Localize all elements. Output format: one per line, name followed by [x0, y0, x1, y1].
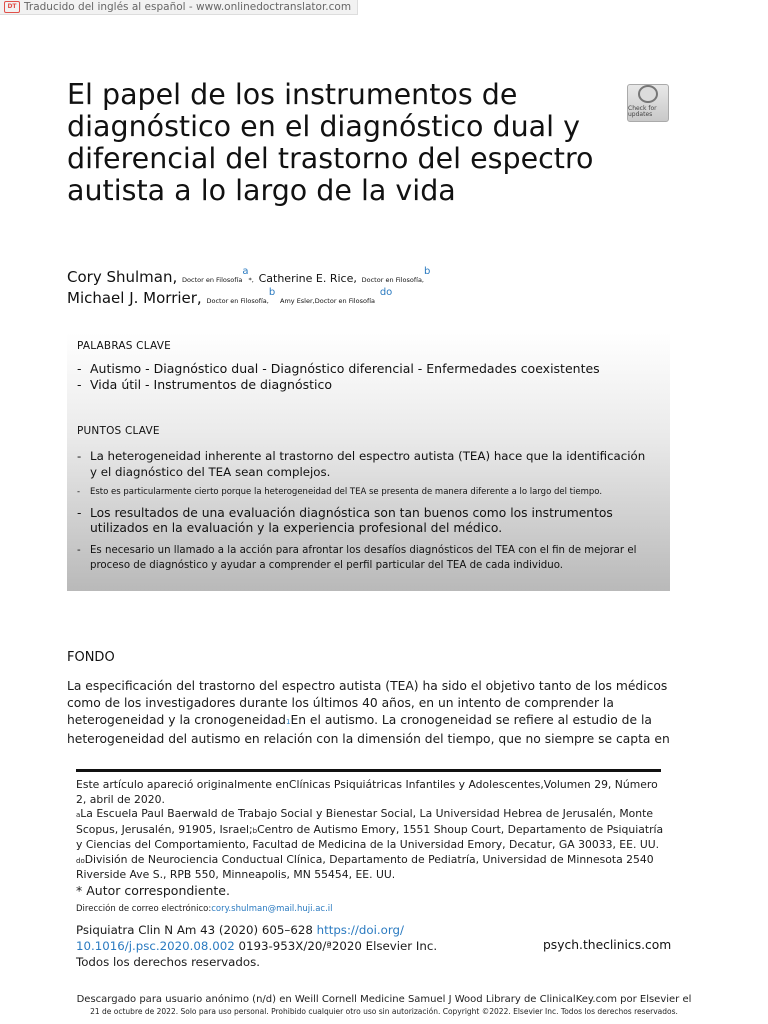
journal-website[interactable]: psych.theclinics.com: [543, 938, 672, 952]
affiliation-label: b: [252, 826, 258, 835]
journal-citation: Psiquiatra Clin N Am 43 (2020) 605–628: [76, 923, 313, 937]
author-line-2: [67, 289, 587, 310]
corresponding-author-note: * Autor correspondiente.: [76, 882, 230, 898]
author-degree: Doctor en Filosofía: [314, 297, 376, 305]
section-heading-background: FONDO: [67, 650, 115, 665]
email-line: [76, 902, 666, 917]
author-degree: Doctor en Filosofía,: [361, 276, 424, 284]
email-link[interactable]: cory.shulman@mail.huji.ac.il: [211, 903, 333, 914]
paragraph-text: La especificación del trastorno del espectro autista (TEA) ha sido el objetivo tanto de los médicos como de los investigadores durante los últimos 40 años, en un intento de comprender la heterogeneidad y la cronogeneidad: [67, 679, 668, 727]
doi-link[interactable]: 10.1016/j.psc.2020.08.002: [76, 939, 235, 953]
doi-link[interactable]: https://doi.org/: [316, 923, 404, 937]
affiliation-text: La Escuela Paul Baerwald de Trabajo Social y Bienestar Social, La Universidad Hebrea de Jerusalén, Monte Scopus, Jerusalén, 91905, Israel;: [76, 807, 653, 836]
keywords-keypoints-box: [67, 333, 670, 591]
footnotes: [76, 778, 666, 916]
rights-text: Todos los derechos reservados.: [76, 955, 260, 969]
origin-note: Este artículo apareció originalmente enClínicas Psiquiátricas Infantiles y Adolescentes,Volumen 29, Número 2, abril de 2020.: [76, 778, 658, 806]
check-updates-icon: [638, 85, 658, 103]
author-name: Amy Esler,: [280, 297, 315, 305]
key-points-heading: PUNTOS CLAVE: [77, 425, 160, 437]
author-degree: Doctor en Filosofía,: [206, 297, 269, 305]
download-notice-line: 21 de octubre de 2022. Solo para uso personal. Prohibido cualquier otro uso sin autorización. Copyright ©2022. Elsevier Inc. Todos los derechos reservados.: [90, 1007, 678, 1016]
download-notice-line: Descargado para usuario anónimo (n/d) en Weill Cornell Medicine Samuel J Wood Library de ClinicalKey.com por Elsevier el: [76, 994, 692, 1005]
issn-copyright: 0193-953X/20/ª2020 Elsevier Inc.: [238, 939, 438, 953]
key-point-item: - La heterogeneidad inherente al trastorno del espectro autista (TEA) hace que la identificación y el diagnóstico del TEA sean complejos.: [77, 449, 647, 480]
affiliations: [76, 807, 666, 883]
key-point-item: - Es necesario un llamado a la acción para afrontar los desafíos diagnósticos del TEA con el fin de mejorar el proceso de diagnóstico y ayudar a comprender el perfil particular del TEA de cada individuo.: [77, 543, 647, 574]
check-badge-label: Check for updates: [628, 105, 657, 118]
download-notice: [0, 994, 768, 1018]
reference-link[interactable]: 1: [285, 718, 291, 726]
citation-block: [76, 922, 536, 970]
key-points-list: [77, 449, 647, 574]
translator-banner[interactable]: [0, 0, 358, 15]
keywords-list: [77, 361, 647, 393]
affiliation-link[interactable]: a: [242, 266, 249, 277]
author-name: Catherine E. Rice,: [258, 272, 357, 285]
footnote-divider: [76, 769, 661, 772]
translator-logo-icon: DT: [4, 1, 20, 13]
translator-label[interactable]: Traducido del inglés al español - www.onlinedoctranslator.com: [24, 1, 352, 13]
affiliation-text: Centro de Autismo Emory, 1551 Shoup Court, Departamento de Psiquiatría y Ciencias del Comportamiento, Facultad de Medicina de la Universidad Emory, Decatur, GA 30033, EE. UU.: [76, 822, 664, 851]
corresponding-mark: *,: [248, 276, 254, 284]
affiliation-text: División de Neurociencia Conductual Clínica, Departamento de Pediatría, Universidad de Minnesota 2540 Riverside Ave S., RPB 550, Minneapolis, MN 55454, EE. UU.: [76, 852, 654, 881]
keywords-heading: PALABRAS CLAVE: [77, 340, 171, 352]
affiliation-label: do: [76, 856, 85, 865]
affiliation-label: a: [76, 811, 81, 819]
author-name: Michael J. Morrier,: [67, 289, 202, 307]
author-list: [67, 268, 587, 310]
author-degree: Doctor en Filosofía: [182, 276, 243, 284]
background-paragraph: [67, 678, 670, 748]
check-for-updates-button[interactable]: [627, 84, 669, 122]
author-name: Cory Shulman,: [67, 268, 178, 286]
affiliation-link[interactable]: b: [268, 287, 276, 298]
key-point-item: - Los resultados de una evaluación diagnóstica son tan buenos como los instrumentos utilizados en la evaluación y la experiencia profesional del médico.: [77, 506, 647, 537]
email-label: Dirección de correo electrónico:: [76, 903, 212, 914]
keyword-item: - Autismo - Diagnóstico dual - Diagnóstico diferencial - Enfermedades coexistentes: [77, 361, 647, 377]
author-line-1: [67, 268, 587, 289]
paragraph-text: En el autismo. La cronogeneidad se refiere al estudio de la heterogeneidad del autismo en relación con la dimensión del tiempo, que no siempre se capta en: [67, 713, 670, 746]
key-point-item: - Esto es particularmente cierto porque la heterogeneidad del TEA se presenta de manera diferente a lo largo del tiempo.: [77, 485, 647, 501]
affiliation-link[interactable]: b: [424, 266, 431, 277]
article-title: El papel de los instrumentos de diagnóstico en el diagnóstico dual y diferencial del trastorno del espectro autista a lo largo de la vida: [67, 78, 594, 207]
keyword-item: - Vida útil - Instrumentos de diagnóstico: [77, 377, 647, 393]
affiliation-link[interactable]: do: [379, 287, 393, 298]
